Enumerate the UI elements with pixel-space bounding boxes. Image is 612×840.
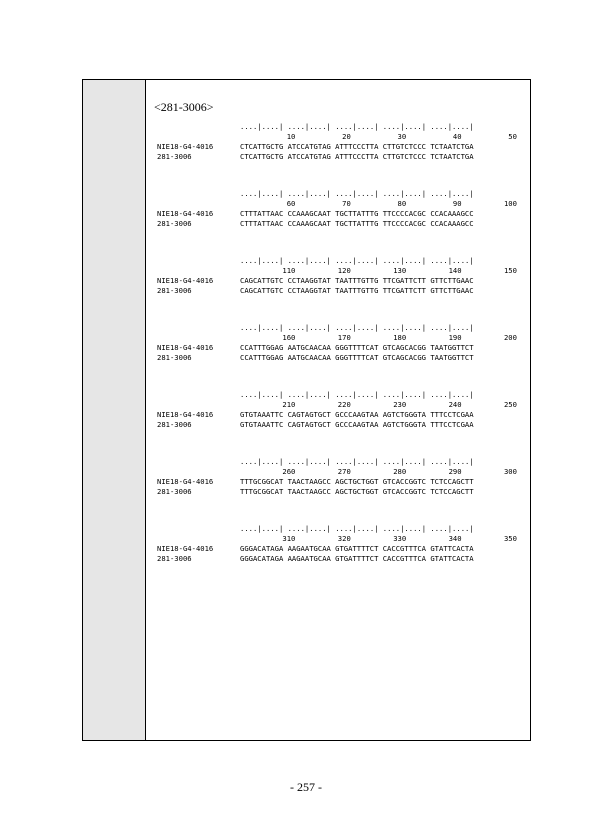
- sequence-row: [157, 142, 517, 152]
- sequence-segment: CAGCATTGTC: [240, 276, 284, 285]
- sequence-segment: AATGCAACAA: [287, 343, 331, 352]
- sequence-segment: CTTTATTAAC: [240, 209, 284, 218]
- position-number: 240: [448, 400, 462, 409]
- position-number: 270: [337, 467, 351, 476]
- sequence-label: NIE18-G4-4016: [157, 544, 214, 553]
- sequence-label: NIE18-G4-4016: [157, 410, 214, 419]
- position-numbers: [157, 132, 517, 142]
- sequence-segment: GTTCTTGAAC: [430, 286, 474, 295]
- sequence-row: [157, 544, 517, 554]
- alignment-block: [157, 323, 517, 363]
- sequence-segment: AAGAATGCAA: [287, 544, 331, 553]
- sequence-segment: GGGACATAGA: [240, 544, 284, 553]
- position-number: 80: [397, 199, 407, 208]
- sequence-segment: TAATGGTTCT: [430, 353, 474, 362]
- side-column: [83, 80, 146, 740]
- sequence-segment: TAATTTGTTG: [335, 276, 379, 285]
- sequence-segment: ATTTCCCTTA: [335, 152, 379, 161]
- sequence-segment: GTATTCACTA: [430, 544, 474, 553]
- sequence-label: 281-3006: [157, 487, 192, 496]
- sequence-segment: CCTAAGGTAT: [287, 276, 331, 285]
- sequence-segment: CCACAAAGCC: [430, 209, 474, 218]
- sequence-segment: GTGATTTTCT: [335, 554, 379, 563]
- position-ruler: ....|....| ....|....| ....|....| ....|....| ....|....|: [240, 189, 474, 198]
- position-number: 60: [286, 199, 296, 208]
- sequence-segment: GTCAGCACGG: [382, 353, 427, 362]
- sequence-segment: GTGATTTTCT: [335, 544, 379, 553]
- sequence-segment: CAGTAGTGCT: [287, 410, 331, 419]
- position-number: 50: [508, 132, 517, 141]
- sequence-segment: CCAAAGCAAT: [287, 209, 331, 218]
- position-number: 340: [448, 534, 462, 543]
- sequence-segment: TCTAATCTGA: [430, 142, 474, 151]
- sequence-label: 281-3006: [157, 353, 192, 362]
- position-number: 30: [397, 132, 407, 141]
- sequence-segment: TTCGATTCTT: [382, 286, 427, 295]
- position-number: 180: [393, 333, 407, 342]
- sequence-row: [157, 219, 517, 229]
- position-numbers: [157, 333, 517, 343]
- alignment-block: [157, 390, 517, 430]
- position-numbers: [157, 199, 517, 209]
- sequence-label: 281-3006: [157, 152, 192, 161]
- position-number: 150: [503, 266, 517, 275]
- sequence-row: [157, 209, 517, 219]
- position-number: 320: [337, 534, 351, 543]
- sequence-segment: CCATTTGGAG: [240, 343, 284, 352]
- sequence-segment: CTCATTGCTG: [240, 142, 284, 151]
- sequence-row: [157, 343, 517, 353]
- position-number: 120: [337, 266, 351, 275]
- position-ruler: ....|....| ....|....| ....|....| ....|....| ....|....|: [240, 524, 474, 533]
- position-number: 350: [503, 534, 517, 543]
- sequence-segment: CAGCATTGTC: [240, 286, 284, 295]
- sequence-segment: TCTCCAGCTT: [430, 477, 474, 486]
- sequence-segment: GGGTTTTCAT: [335, 353, 379, 362]
- position-number: 110: [282, 266, 296, 275]
- position-number: 330: [393, 534, 407, 543]
- sequence-segment: AAGAATGCAA: [287, 554, 331, 563]
- position-number: 190: [448, 333, 462, 342]
- position-number: 40: [452, 132, 462, 141]
- sequence-segment: GTGTAAATTC: [240, 420, 284, 429]
- sequence-segment: CCACAAAGCC: [430, 219, 474, 228]
- sequence-segment: CTCATTGCTG: [240, 152, 284, 161]
- sequence-segment: CCATTTGGAG: [240, 353, 284, 362]
- sequence-segment: AGCTGCTGGT: [335, 487, 379, 496]
- position-number: 100: [503, 199, 517, 208]
- sequence-segment: ATTTCCCTTA: [335, 142, 379, 151]
- sequence-label: NIE18-G4-4016: [157, 477, 214, 486]
- sequence-segment: TTCCCCACGC: [382, 219, 427, 228]
- position-ruler: ....|....| ....|....| ....|....| ....|....| ....|....|: [240, 390, 474, 399]
- sequence-heading: <281-3006>: [154, 100, 214, 114]
- sequence-segment: AGTCTGGGTA: [382, 420, 427, 429]
- position-number: 10: [286, 132, 296, 141]
- position-number: 250: [503, 400, 517, 409]
- sequence-segment: GTCAGCACGG: [382, 343, 427, 352]
- sequence-segment: TAACTAAGCC: [287, 487, 331, 496]
- sequence-label: 281-3006: [157, 420, 192, 429]
- sequence-segment: TTTGCGGCAT: [240, 487, 284, 496]
- sequence-row: [157, 152, 517, 162]
- position-number: 170: [337, 333, 351, 342]
- sequence-segment: TTTGCGGCAT: [240, 477, 284, 486]
- sequence-segment: TTTCCTCGAA: [430, 420, 474, 429]
- position-number: 20: [342, 132, 351, 141]
- position-numbers: [157, 400, 517, 410]
- position-number: 310: [282, 534, 296, 543]
- sequence-segment: TAATTTGTTG: [335, 286, 379, 295]
- position-ruler: ....|....| ....|....| ....|....| ....|....| ....|....|: [240, 256, 474, 265]
- sequence-segment: GGGACATAGA: [240, 554, 284, 563]
- position-number: 210: [282, 400, 296, 409]
- sequence-segment: TGCTTATTTG: [335, 209, 379, 218]
- sequence-label: NIE18-G4-4016: [157, 343, 214, 352]
- sequence-label: 281-3006: [157, 219, 192, 228]
- position-number: 140: [448, 266, 462, 275]
- sequence-row: [157, 420, 517, 430]
- position-numbers: [157, 467, 517, 477]
- sequence-segment: TTTCCTCGAA: [430, 410, 474, 419]
- sequence-row: [157, 353, 517, 363]
- position-number: 290: [448, 467, 462, 476]
- position-number: 220: [337, 400, 351, 409]
- position-number: 230: [393, 400, 407, 409]
- sequence-row: [157, 410, 517, 420]
- alignment-block: [157, 256, 517, 296]
- sequence-segment: CCAAAGCAAT: [287, 219, 331, 228]
- sequence-segment: GCCCAAGTAA: [335, 420, 379, 429]
- sequence-segment: AATGCAACAA: [287, 353, 331, 362]
- position-number: 160: [282, 333, 296, 342]
- sequence-label: 281-3006: [157, 286, 192, 295]
- sequence-row: [157, 554, 517, 564]
- position-number: 90: [452, 199, 462, 208]
- alignment-block: [157, 457, 517, 497]
- sequence-segment: AGCTGCTGGT: [335, 477, 379, 486]
- sequence-segment: GTGTAAATTC: [240, 410, 284, 419]
- sequence-segment: GTCACCGGTC: [382, 487, 427, 496]
- position-ruler: ....|....| ....|....| ....|....| ....|....| ....|....|: [240, 122, 474, 131]
- sequence-segment: CTTTATTAAC: [240, 219, 284, 228]
- sequence-label: NIE18-G4-4016: [157, 209, 214, 218]
- sequence-segment: CACCGTTTCA: [382, 554, 427, 563]
- sequence-segment: GCCCAAGTAA: [335, 410, 379, 419]
- sequence-segment: CAGTAGTGCT: [287, 420, 331, 429]
- sequence-segment: TAATGGTTCT: [430, 343, 474, 352]
- sequence-segment: TTCGATTCTT: [382, 276, 427, 285]
- position-number: 70: [342, 199, 351, 208]
- position-number: 300: [503, 467, 517, 476]
- sequence-segment: ATCCATGTAG: [287, 142, 331, 151]
- sequence-row: [157, 276, 517, 286]
- sequence-segment: TTCCCCACGC: [382, 209, 427, 218]
- sequence-segment: GTATTCACTA: [430, 554, 474, 563]
- sequence-segment: CACCGTTTCA: [382, 544, 427, 553]
- alignment-block: [157, 189, 517, 229]
- sequence-label: NIE18-G4-4016: [157, 276, 214, 285]
- position-numbers: [157, 266, 517, 276]
- sequence-segment: CTTGTCTCCC: [382, 142, 427, 151]
- sequence-label: NIE18-G4-4016: [157, 142, 214, 151]
- position-numbers: [157, 534, 517, 544]
- sequence-label: 281-3006: [157, 554, 192, 563]
- page-number: - 257 -: [290, 780, 322, 794]
- alignment-blocks: [157, 122, 517, 591]
- sequence-segment: CCTAAGGTAT: [287, 286, 331, 295]
- sequence-segment: TAACTAAGCC: [287, 477, 331, 486]
- sequence-row: [157, 487, 517, 497]
- sequence-segment: GGGTTTTCAT: [335, 343, 379, 352]
- sequence-segment: TCTCCAGCTT: [430, 487, 474, 496]
- document-frame: [82, 79, 531, 741]
- position-number: 130: [393, 266, 407, 275]
- sequence-segment: TGCTTATTTG: [335, 219, 379, 228]
- sequence-segment: ATCCATGTAG: [287, 152, 331, 161]
- position-ruler: ....|....| ....|....| ....|....| ....|....| ....|....|: [240, 457, 474, 466]
- sequence-segment: GTCACCGGTC: [382, 477, 427, 486]
- content-area: [147, 80, 530, 740]
- position-number: 200: [503, 333, 517, 342]
- sequence-row: [157, 286, 517, 296]
- alignment-block: [157, 122, 517, 162]
- alignment-block: [157, 524, 517, 564]
- position-ruler: ....|....| ....|....| ....|....| ....|....| ....|....|: [240, 323, 474, 332]
- position-number: 280: [393, 467, 407, 476]
- sequence-segment: CTTGTCTCCC: [382, 152, 427, 161]
- sequence-row: [157, 477, 517, 487]
- sequence-segment: TCTAATCTGA: [430, 152, 474, 161]
- sequence-segment: GTTCTTGAAC: [430, 276, 474, 285]
- sequence-segment: AGTCTGGGTA: [382, 410, 427, 419]
- position-number: 260: [282, 467, 296, 476]
